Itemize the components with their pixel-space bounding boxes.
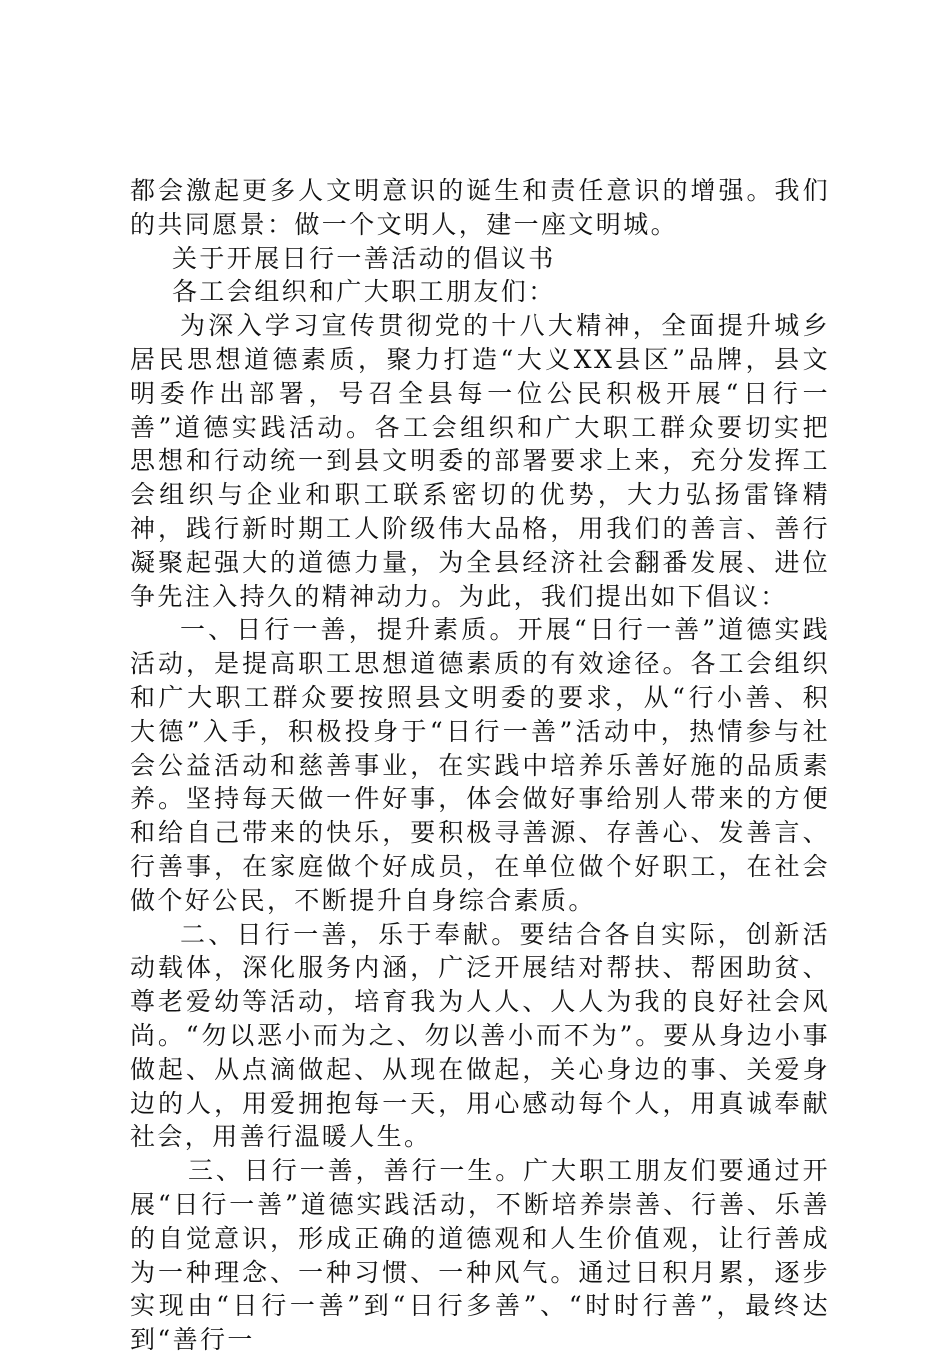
- paragraph-intro: 为深入学习宣传贯彻党的十八大精神，全面提升城乡居民思想道德素质，聚力打造“大义XX县区”品牌，县文明委作出部署，号召全县每一位公民积极开展“日行一善”道德实践活动。各工会组织和广大职工群众要切实把思想和行动统一到县文明委的部署要求上来，充分发挥工会组织与企业和职工联系密切的优势，大力弘扬雷锋精神，践行新时期工人阶级伟大品格，用我们的善言、善行凝聚起强大的道德力量，为全县经济社会翻番发展、进位争先注入持久的精神动力。为此，我们提出如下倡议：: [130, 311, 830, 611]
- document-body: [130, 174, 830, 1357]
- paragraph-continuation: 都会激起更多人文明意识的诞生和责任意识的增强。我们的共同愿景：做一个文明人，建一座文明城。: [130, 176, 830, 239]
- proposal-title: 关于开展日行一善活动的倡议书: [172, 243, 556, 273]
- paragraph-point-2: 二、日行一善，乐于奉献。要结合各自实际，创新活动载体，深化服务内涵，广泛开展结对帮扶、帮困助贫、尊老爱幼等活动，培育我为人人、人人为我的良好社会风尚。“勿以恶小而为之、勿以善小而不为”。要从身边小事做起、从点滴做起、从现在做起，关心身边的事、关爱身边的人，用爱拥抱每一天，用心感动每个人，用真诚奉献社会，用善行温暖人生。: [130, 919, 830, 1152]
- salutation: 各工会组织和广大职工朋友们：: [172, 277, 556, 307]
- paragraph-point-1: 一、日行一善，提升素质。开展“日行一善”道德实践活动，是提高职工思想道德素质的有效途径。各工会组织和广大职工群众要按照县文明委的要求，从“行小善、积大德”入手，积极投身于“日行一善”活动中，热情参与社会公益活动和慈善事业，在实践中培养乐善好施的品质素养。坚持每天做一件好事，体会做好事给别人带来的方便和给自己带来的快乐，要积极寻善源、存善心、发善言、行善事，在家庭做个好成员，在单位做个好职工，在社会做个好公民，不断提升自身综合素质。: [130, 615, 830, 915]
- paragraph-point-3: 三、日行一善，善行一生。广大职工朋友们要通过开展“日行一善”道德实践活动，不断培养崇善、行善、乐善的自觉意识，形成正确的道德观和人生价值观，让行善成为一种理念、一种习惯、一种风气。通过日积月累，逐步实现由“日行一善”到“日行多善”、“时时行善”，最终达到“善行一: [130, 1156, 830, 1355]
